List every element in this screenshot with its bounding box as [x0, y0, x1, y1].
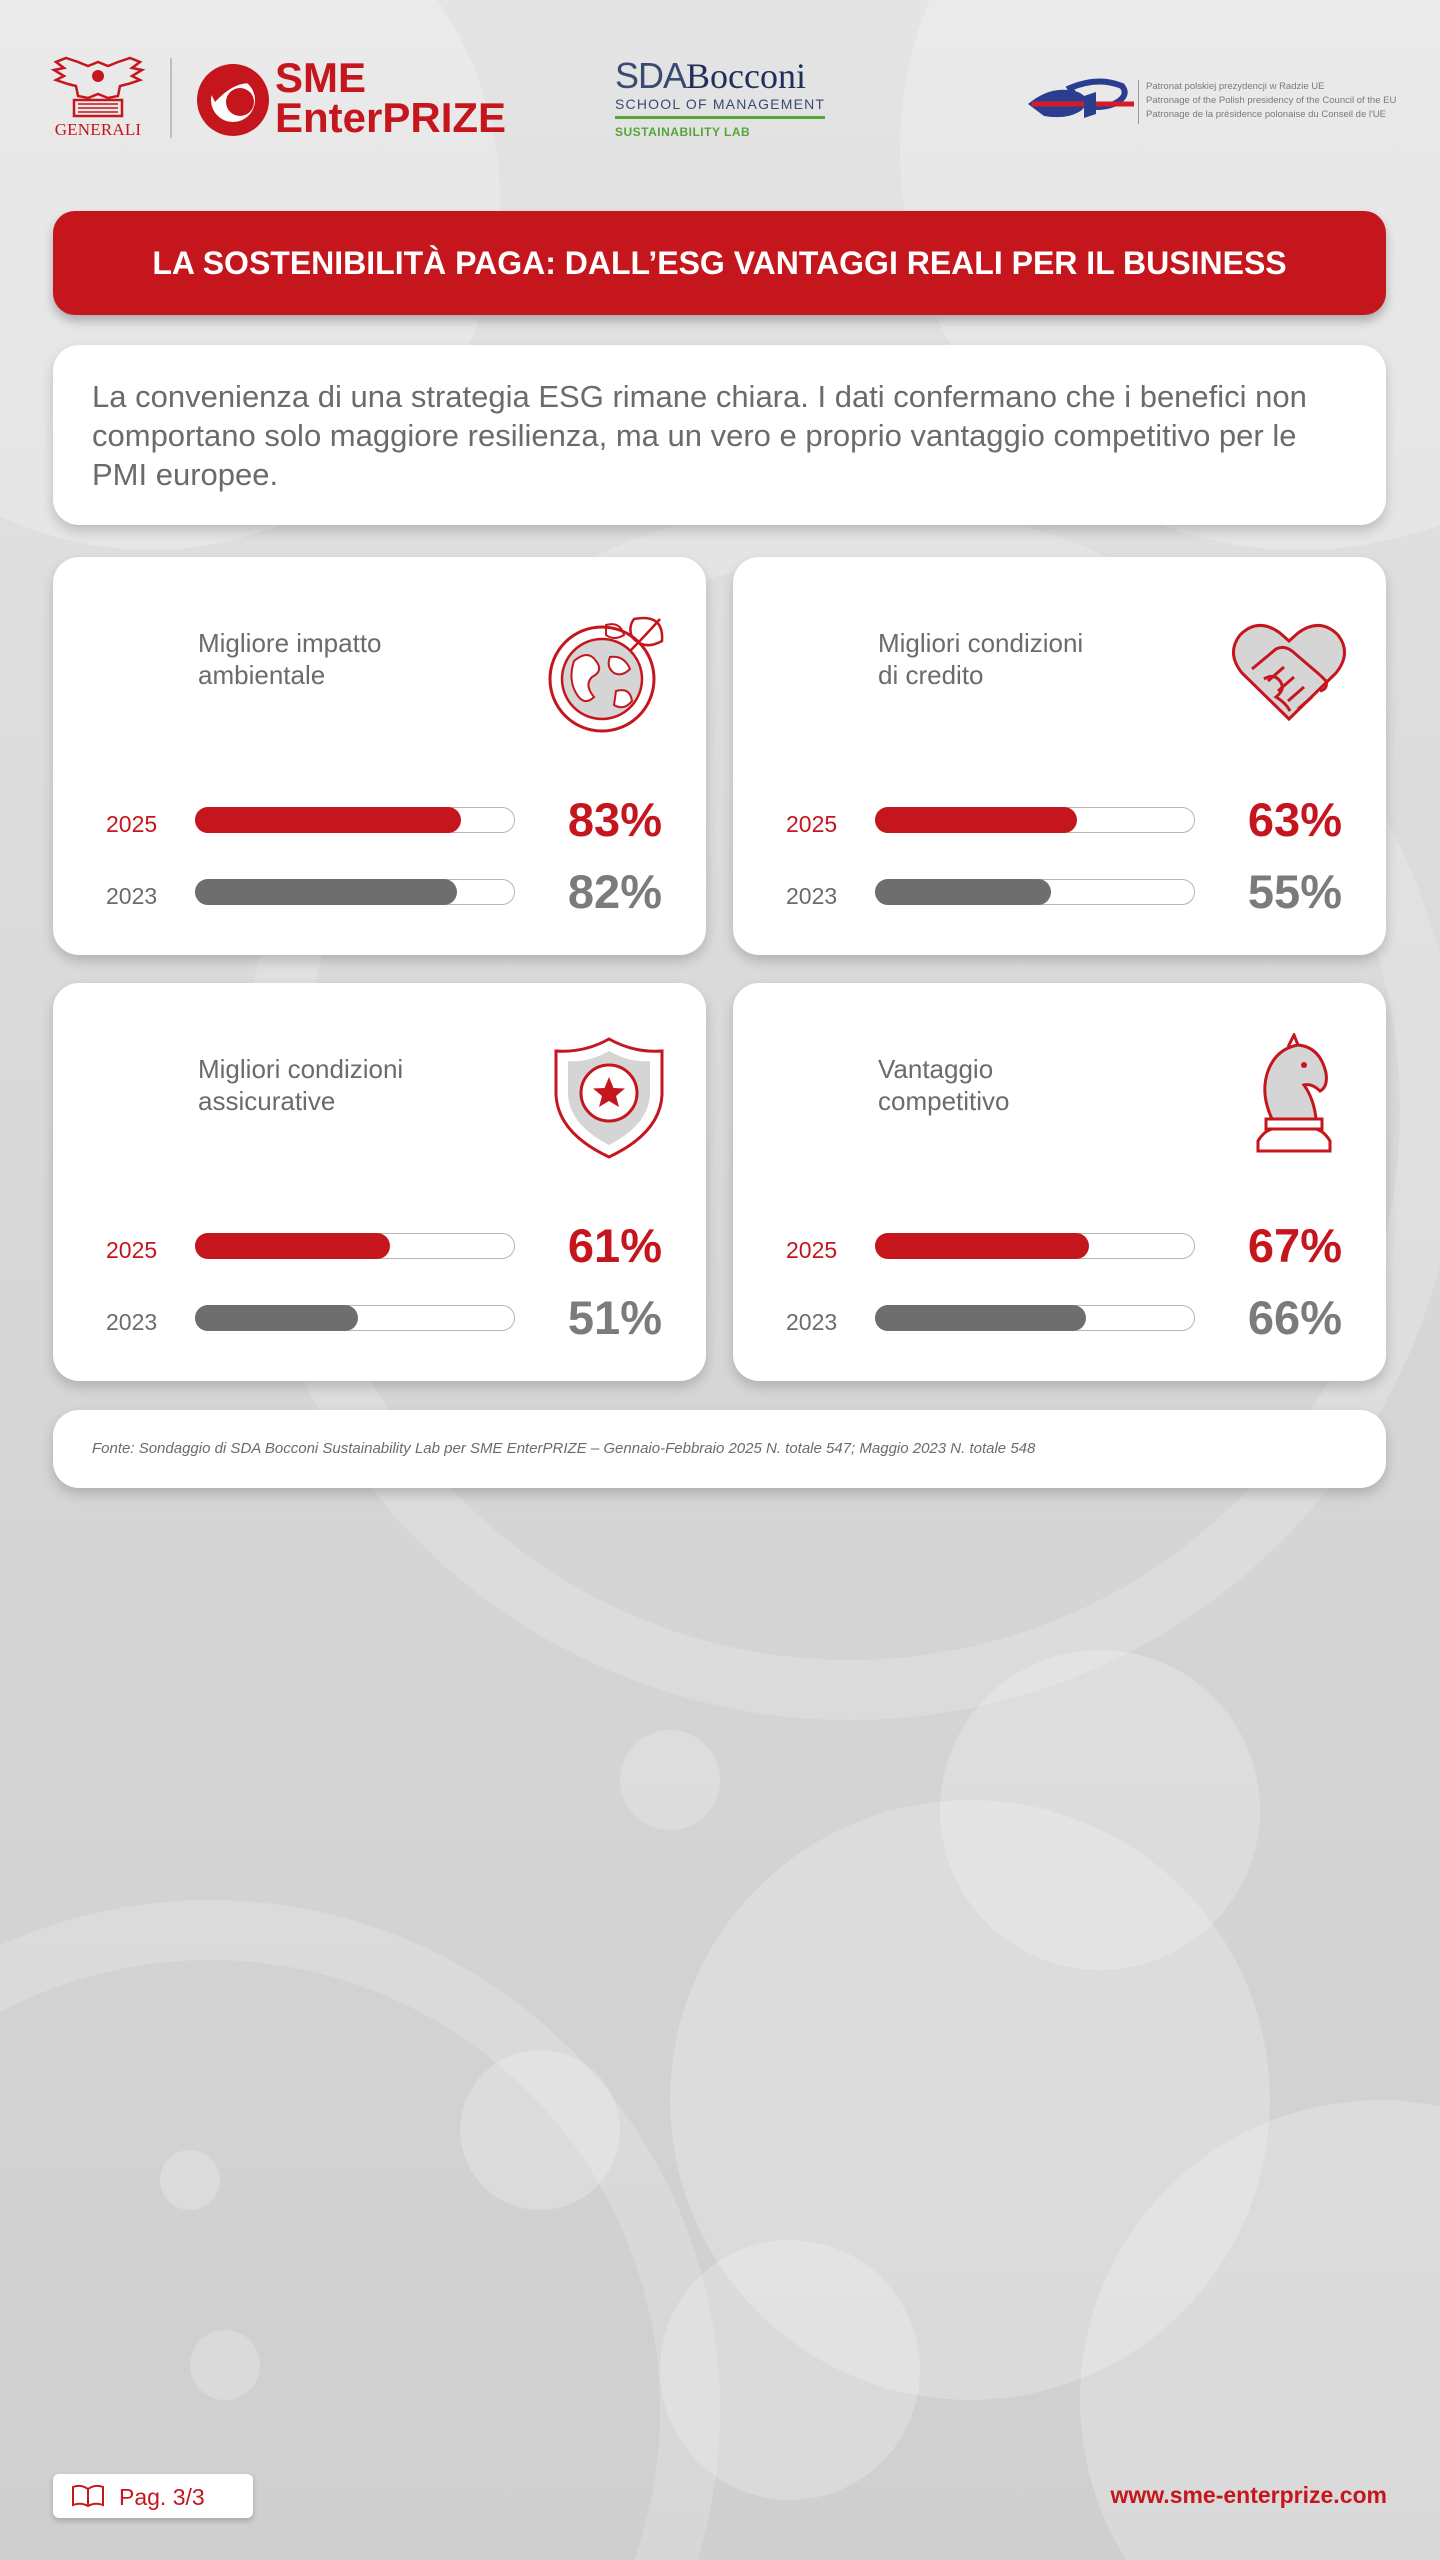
website-link[interactable]: www.sme-enterprize.com [1110, 2482, 1387, 2508]
eu-line-pl: Patronat polskiej prezydencji w Radzie UE [1146, 81, 1325, 92]
handshake-heart-icon [1224, 607, 1354, 737]
intro-card [53, 345, 1386, 525]
progress-fill [875, 1305, 1086, 1331]
eu-line-fr: Patronage de la présidence polonaise du Conseil de l'UE [1146, 109, 1387, 120]
progress-fill [875, 1233, 1089, 1259]
progress-fill [195, 1233, 390, 1259]
progress-fill [195, 807, 461, 833]
header [0, 0, 1440, 200]
globe-leaf-icon [544, 607, 674, 737]
progress-track [195, 879, 515, 905]
percent-value: 83% [567, 793, 662, 846]
stat-title: Migliori condizioni di credito [878, 628, 1084, 690]
bocconi-name: Bocconi [686, 56, 807, 96]
year-label: 2025 [106, 1237, 158, 1263]
bar-row-2025 [53, 795, 706, 845]
progress-fill [875, 807, 1077, 833]
polish-presidency-logo-icon [1022, 74, 1140, 124]
generali-wordmark: GENERALI [54, 120, 142, 139]
stat-card-ambientale [53, 557, 706, 955]
progress-fill [195, 1305, 358, 1331]
stat-card-assicurative [53, 983, 706, 1381]
year-label: 2025 [786, 1237, 838, 1263]
year-label: 2023 [786, 883, 838, 909]
stat-card-credito [733, 557, 1386, 955]
progress-track [195, 1305, 515, 1331]
progress-fill [195, 879, 457, 905]
stat-title: Migliori condizioni assicurative [198, 1054, 404, 1116]
percent-value: 55% [1247, 865, 1342, 918]
percent-value: 67% [1247, 1219, 1342, 1272]
bocconi-lab: SUSTAINABILITY LAB [615, 125, 751, 139]
bar-row-2025 [733, 795, 1386, 845]
stat-title: Vantaggio competitivo [878, 1054, 1010, 1116]
bar-row-2023 [53, 867, 706, 917]
bar-row-2023 [53, 1293, 706, 1343]
bar-row-2025 [53, 1221, 706, 1271]
chess-knight-icon [1224, 1033, 1354, 1163]
bar-row-2025 [733, 1221, 1386, 1271]
year-label: 2023 [786, 1309, 838, 1335]
bocconi-school: SCHOOL OF MANAGEMENT [615, 96, 826, 112]
generali-logo [48, 56, 148, 140]
year-label: 2025 [106, 811, 158, 837]
percent-value: 51% [567, 1291, 662, 1344]
bar-row-2023 [733, 867, 1386, 917]
eu-patronage-text [1146, 80, 1396, 122]
percent-value: 61% [567, 1219, 662, 1272]
logo-divider [170, 58, 172, 138]
source-note-card [53, 1410, 1386, 1488]
eu-line-en: Patronage of the Polish presidency of the Council of the EU [1146, 95, 1397, 106]
percent-value: 82% [567, 865, 662, 918]
percent-value: 66% [1247, 1291, 1342, 1344]
eu-divider [1138, 80, 1139, 124]
progress-track [195, 1233, 515, 1259]
title-banner: LA SOSTENIBILITÀ PAGA: DALL’ESG VANTAGGI REALI PER IL BUSINESS [53, 211, 1386, 315]
stat-card-competitivo [733, 983, 1386, 1381]
bar-row-2023 [733, 1293, 1386, 1343]
percent-value: 63% [1247, 793, 1342, 846]
progress-track [875, 879, 1195, 905]
sme-title-line2: EnterPRIZE [275, 94, 507, 141]
progress-track [875, 807, 1195, 833]
bocconi-sda: SDA [615, 55, 687, 96]
progress-track [875, 1305, 1195, 1331]
winged-lion-icon [48, 56, 148, 122]
progress-fill [875, 879, 1051, 905]
bocconi-green-line [615, 116, 825, 119]
stat-title: Migliore impatto ambientale [198, 628, 382, 690]
source-text: Fonte: Sondaggio di SDA Bocconi Sustainability Lab per SME EnterPRIZE – Gennaio-Febbraio 2025 N. totale 547; Maggio 2023 N. totale 548 [92, 1440, 1036, 1457]
intro-text: La convenienza di una strategia ESG rimane chiara. I dati confermano che i benefici non comportano solo maggiore resilienza, ma un vero e proprio vantaggio competitivo per le PMI europee. [92, 379, 1307, 492]
sda-bocconi-logo [615, 55, 826, 144]
sme-swirl-icon [195, 62, 271, 138]
open-book-icon [71, 2484, 105, 2508]
sme-enterprize-logo [195, 54, 535, 142]
progress-track [875, 1233, 1195, 1259]
progress-track [195, 807, 515, 833]
sme-title-line1: SME [275, 54, 367, 101]
page-number: Pag. 3/3 [119, 2484, 205, 2510]
page-indicator [53, 2474, 253, 2518]
year-label: 2025 [786, 811, 838, 837]
year-label: 2023 [106, 883, 158, 909]
shield-star-icon [544, 1033, 674, 1163]
year-label: 2023 [106, 1309, 158, 1335]
